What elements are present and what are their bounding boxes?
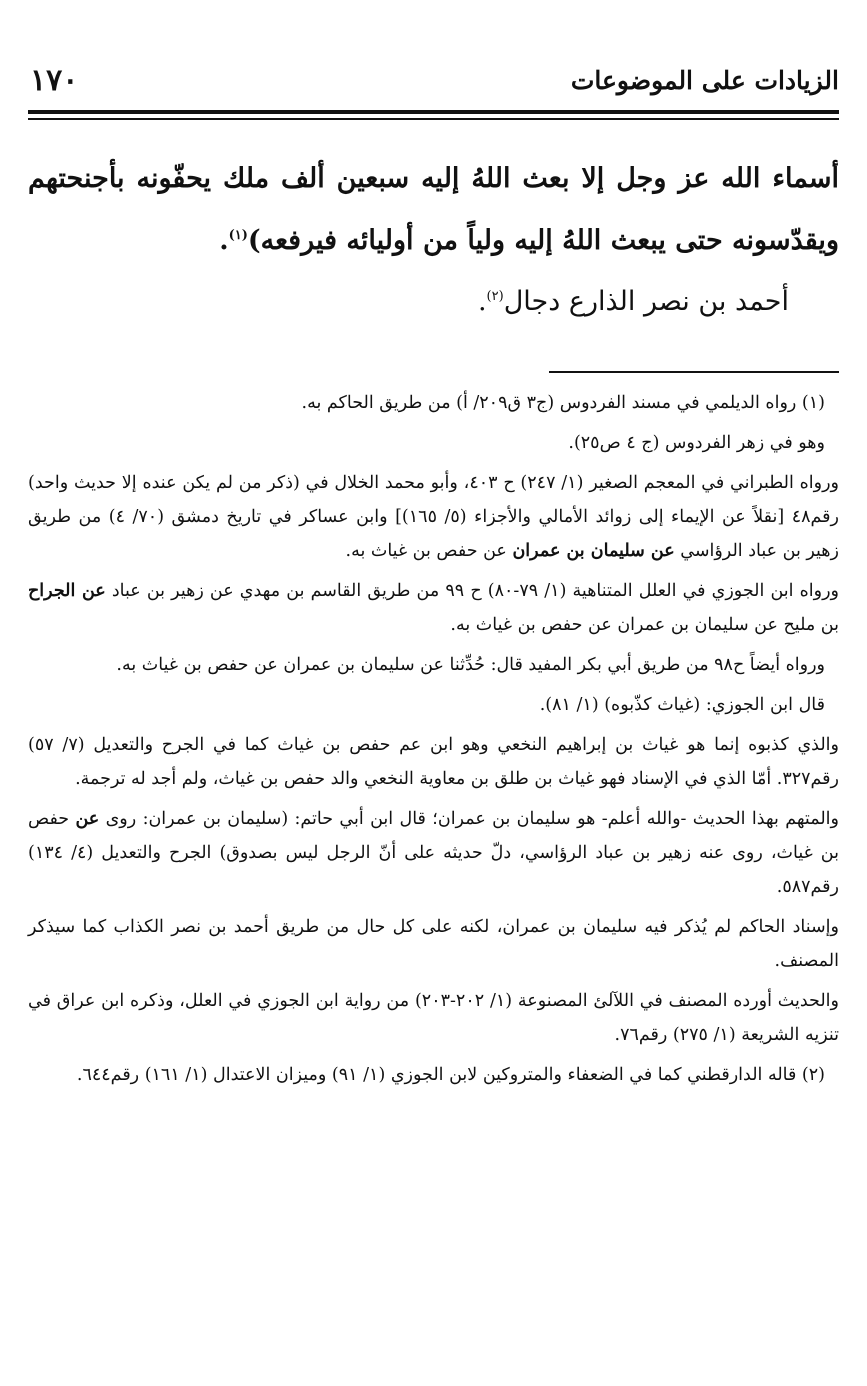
footnote-text: ورواه الطبراني في المعجم الصغير (١/ ٢٤٧) ح ٤٠٣، وأبو محمد الخلال في (ذكر من لم يكن عنده إلا حديث واحد) رقم٤٨ [نقلاً عن الإيماء إلى زوائد الأمالي والأجزاء (٥/ ١٦٥)] وابن عساكر في تاريخ دمشق (٧٠/ ٤) من طريق زهير بن عباد الرؤاسي [28,473,839,561]
footnote-separator [549,371,839,373]
footnote-paragraph: ورواه أيضاً ح٩٨ من طريق أبي بكر المفيد قال: حُدِّثنا عن سليمان بن عمران عن حفص بن غياث به. [116,655,825,675]
footnote-paragraph [28,574,839,642]
footnote-paragraph: والحديث أورده المصنف في اللآلئ المصنوعة (١/ ٢٠٢-٢٠٣) من رواية ابن الجوزي في العلل، وذكره ابن عراق في تنزيه الشريعة (١/ ٢٧٥) رقم٧٦. [28,991,839,1045]
page-header [30,58,839,102]
hadith-text [28,148,839,272]
running-title: الزيادات على الموضوعات [570,65,839,95]
footnote-text: ورواه ابن الجوزي في العلل المتناهية (١/ ٧٩-٨٠) ح ٩٩ من طريق القاسم بن مهدي عن زهير بن عباد [111,581,840,601]
footnote-paragraph: (١) رواه الديلمي في مسند الفردوس (ج٣ ق٢٠٩/ أ) من طريق الحاكم به. [301,393,825,413]
narrator-line [478,282,789,322]
footnote-paragraph [28,466,839,568]
narrator-end: . [477,286,487,317]
footnote-paragraph [28,802,839,904]
footnote-paragraph: قال ابن الجوزي: (غياث كذّبوه) (١/ ٨١). [539,695,825,715]
footnote-paragraph: (٢) قاله الدارقطني كما في الضعفاء والمتروكين لابن الجوزي (١/ ٩١) وميزان الاعتدال (١/ ١٦١) رقم٦٤٤. [76,1065,825,1085]
footnote-ref-2[interactable]: (٢) [486,289,504,304]
footnote-bold-text: عن سليمان بن عمران [512,541,675,561]
footnote-text: بن مليح عن سليمان بن عمران عن حفص بن غياث به. [450,615,839,635]
narrator-text: أحمد بن نصر الذارع دجال [503,286,789,317]
footnote-text: والمتهم بهذا الحديث -والله أعلم- هو سليمان بن عمران؛ قال ابن أبي حاتم: (سليمان بن عمران: روى [105,809,839,829]
footnote-bold-text: عن الجراح [28,581,106,601]
page-number: ١٧٠ [30,62,79,98]
footnote-text: عن حفص بن غياث به. [345,541,507,561]
hadith-end: . [219,225,229,256]
header-rule-thin [28,118,839,120]
footnote-paragraph: والذي كذبوه إنما هو غياث بن إبراهيم النخعي وهو ابن عم حفص بن غياث كما في الجرح والتعديل (٧/ ٥٧) رقم٣٢٧. أمّا الذي في الإسناد فهو غياث بن طلق بن معاوية النخعي والد حفص بن غياث، ولم أجد له ترجمة. [28,735,839,789]
header-rule-thick [28,110,839,114]
footnote-ref-1[interactable]: (١) [228,228,248,243]
hadith-body: أسماء الله عز وجل إلا بعث اللهُ إليه سبعين ألف ملك يحفّونه بأجنحتهم ويقدّسونه حتى يبعث اللهُ إليه ولياً من أوليائه فيرفعه) [28,163,839,256]
footnote-paragraph: وإسناد الحاكم لم يُذكر فيه سليمان بن عمران، لكنه على كل حال من طريق أحمد بن نصر الكذاب كما سيذكر المصنف. [28,917,839,971]
footnotes [28,386,839,1098]
footnote-paragraph: وهو في زهر الفردوس (ج ٤ ص٢٥). [568,433,825,453]
footnote-text: حفص بن غياث، روى عنه زهير بن عباد الرؤاسي، دلّ حديثه على أنّ الرجل ليس بصدوق) الجرح والتعديل (٤/ ١٣٤) رقم٥٨٧. [28,809,839,897]
footnote-bold-text: عن [75,809,100,829]
